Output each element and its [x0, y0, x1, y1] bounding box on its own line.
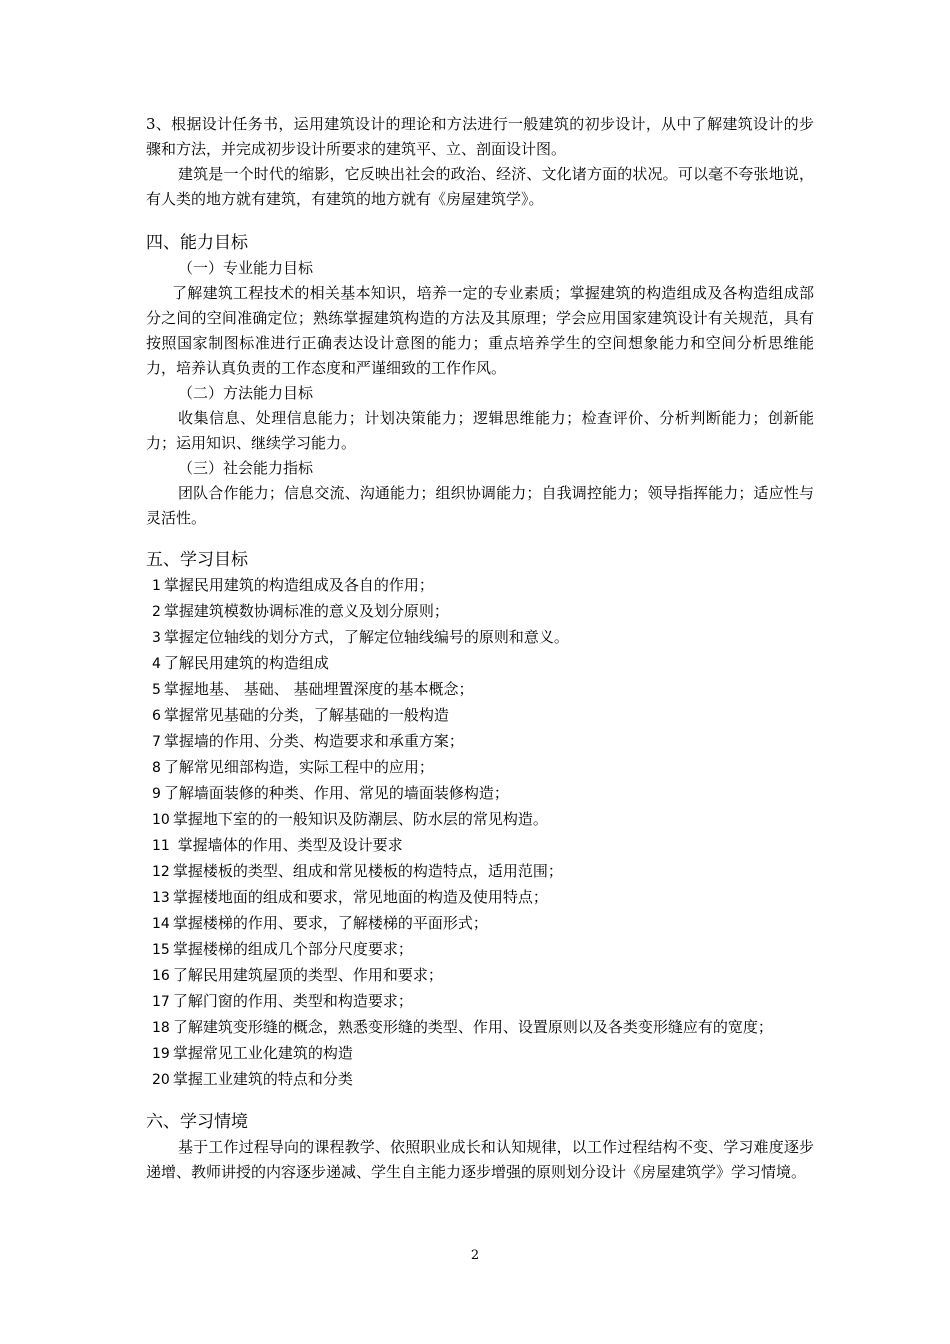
list-item: 8 了解常见细部构造，实际工程中的应用；	[152, 758, 434, 776]
learning-goals-list	[146, 573, 814, 1093]
list-item: 1 掌握民用建筑的构造组成及各自的作用；	[152, 576, 434, 594]
list-item: 4 了解民用建筑的构造组成	[152, 654, 329, 672]
paragraph-social-ability: 团队合作能力；信息交流、沟通能力；组织协调能力；自我调控能力；领导指挥能力；适应性与灵活性。	[146, 484, 814, 527]
list-item: 15 掌握楼梯的组成几个部分尺度要求；	[152, 940, 413, 958]
subheading-professional-ability: （一）专业能力目标	[178, 259, 314, 277]
paragraph-learning-situations: 基于工作过程导向的课程教学、依照职业成长和认知规律，以工作过程结构不变、学习难度逐步递增、教师讲授的内容逐步递减、学生自主能力逐步增强的原则划分设计《房屋建筑学》学习情境。	[146, 1138, 814, 1181]
list-item: 19 掌握常见工业化建筑的构造	[152, 1044, 353, 1062]
list-item: 13 掌握楼地面的组成和要求，常见地面的构造及使用特点；	[152, 888, 548, 906]
paragraph-professional-ability: 了解建筑工程技术的相关基本知识，培养一定的专业素质；掌握建筑的构造组成及各构造组成部分之间的空间准确定位；熟练掌握建筑构造的方法及其原理；学会应用国家建筑设计有关规范，具有按照国家制图标准进行正确表达设计意图的能力；重点培养学生的空间想象能力和空间分析思维能力，培养认真负责的工作态度和严谨细致的工作作风。	[146, 284, 814, 377]
list-item: 12 掌握楼板的类型、组成和常见楼板的构造特点，适用范围；	[152, 862, 563, 880]
list-item: 2 掌握建筑模数协调标准的意义及划分原则；	[152, 602, 449, 620]
list-item: 18 了解建筑变形缝的概念，熟悉变形缝的类型、作用、设置原则以及各类变形缝应有的宽度；	[152, 1018, 773, 1036]
list-item: 20 掌握工业建筑的特点和分类	[152, 1070, 353, 1088]
section-heading-learning-goals: 五、学习目标	[146, 550, 248, 570]
list-item: 7 掌握墙的作用、分类、构造要求和承重方案；	[152, 732, 464, 750]
section-heading-learning-situations: 六、学习情境	[146, 1112, 248, 1132]
subheading-method-ability: （二）方法能力目标	[178, 384, 314, 402]
section-heading-ability-goals: 四、能力目标	[146, 233, 248, 253]
paragraph-design-task: 3、根据设计任务书，运用建筑设计的理论和方法进行一般建筑的初步设计，从中了解建筑设计的步骤和方法，并完成初步设计所要求的建筑平、立、剖面设计图。	[146, 115, 814, 158]
list-item: 11 掌握墙体的作用、类型及设计要求	[152, 836, 403, 854]
list-item: 9 了解墙面装修的种类、作用、常见的墙面装修构造；	[152, 784, 509, 802]
subheading-social-ability: （三）社会能力指标	[178, 459, 314, 477]
list-item: 14 掌握楼梯的作用、要求，了解楼梯的平面形式；	[152, 914, 488, 932]
list-item: 10 掌握地下室的的一般知识及防潮层、防水层的常见构造。	[152, 810, 548, 828]
list-item: 16 了解民用建筑屋顶的类型、作用和要求；	[152, 966, 443, 984]
page-number: 2	[470, 1248, 480, 1263]
list-item: 17 了解门窗的作用、类型和构造要求；	[152, 992, 413, 1010]
list-item: 5 掌握地基、 基础、 基础埋置深度的基本概念；	[152, 680, 474, 698]
list-item: 3 掌握定位轴线的划分方式，了解定位轴线编号的原则和意义。	[152, 628, 569, 646]
paragraph-architecture-era: 建筑是一个时代的缩影，它反映出社会的政治、经济、文化诸方面的状况。可以毫不夸张地说，有人类的地方就有建筑，有建筑的地方就有《房屋建筑学》。	[146, 165, 814, 208]
list-item: 6 掌握常见基础的分类，了解基础的一般构造	[152, 706, 449, 724]
page-content	[146, 112, 814, 1185]
paragraph-method-ability: 收集信息、处理信息能力；计划决策能力；逻辑思维能力；检查评价、分析判断能力；创新能力；运用知识、继续学习能力。	[146, 409, 814, 452]
